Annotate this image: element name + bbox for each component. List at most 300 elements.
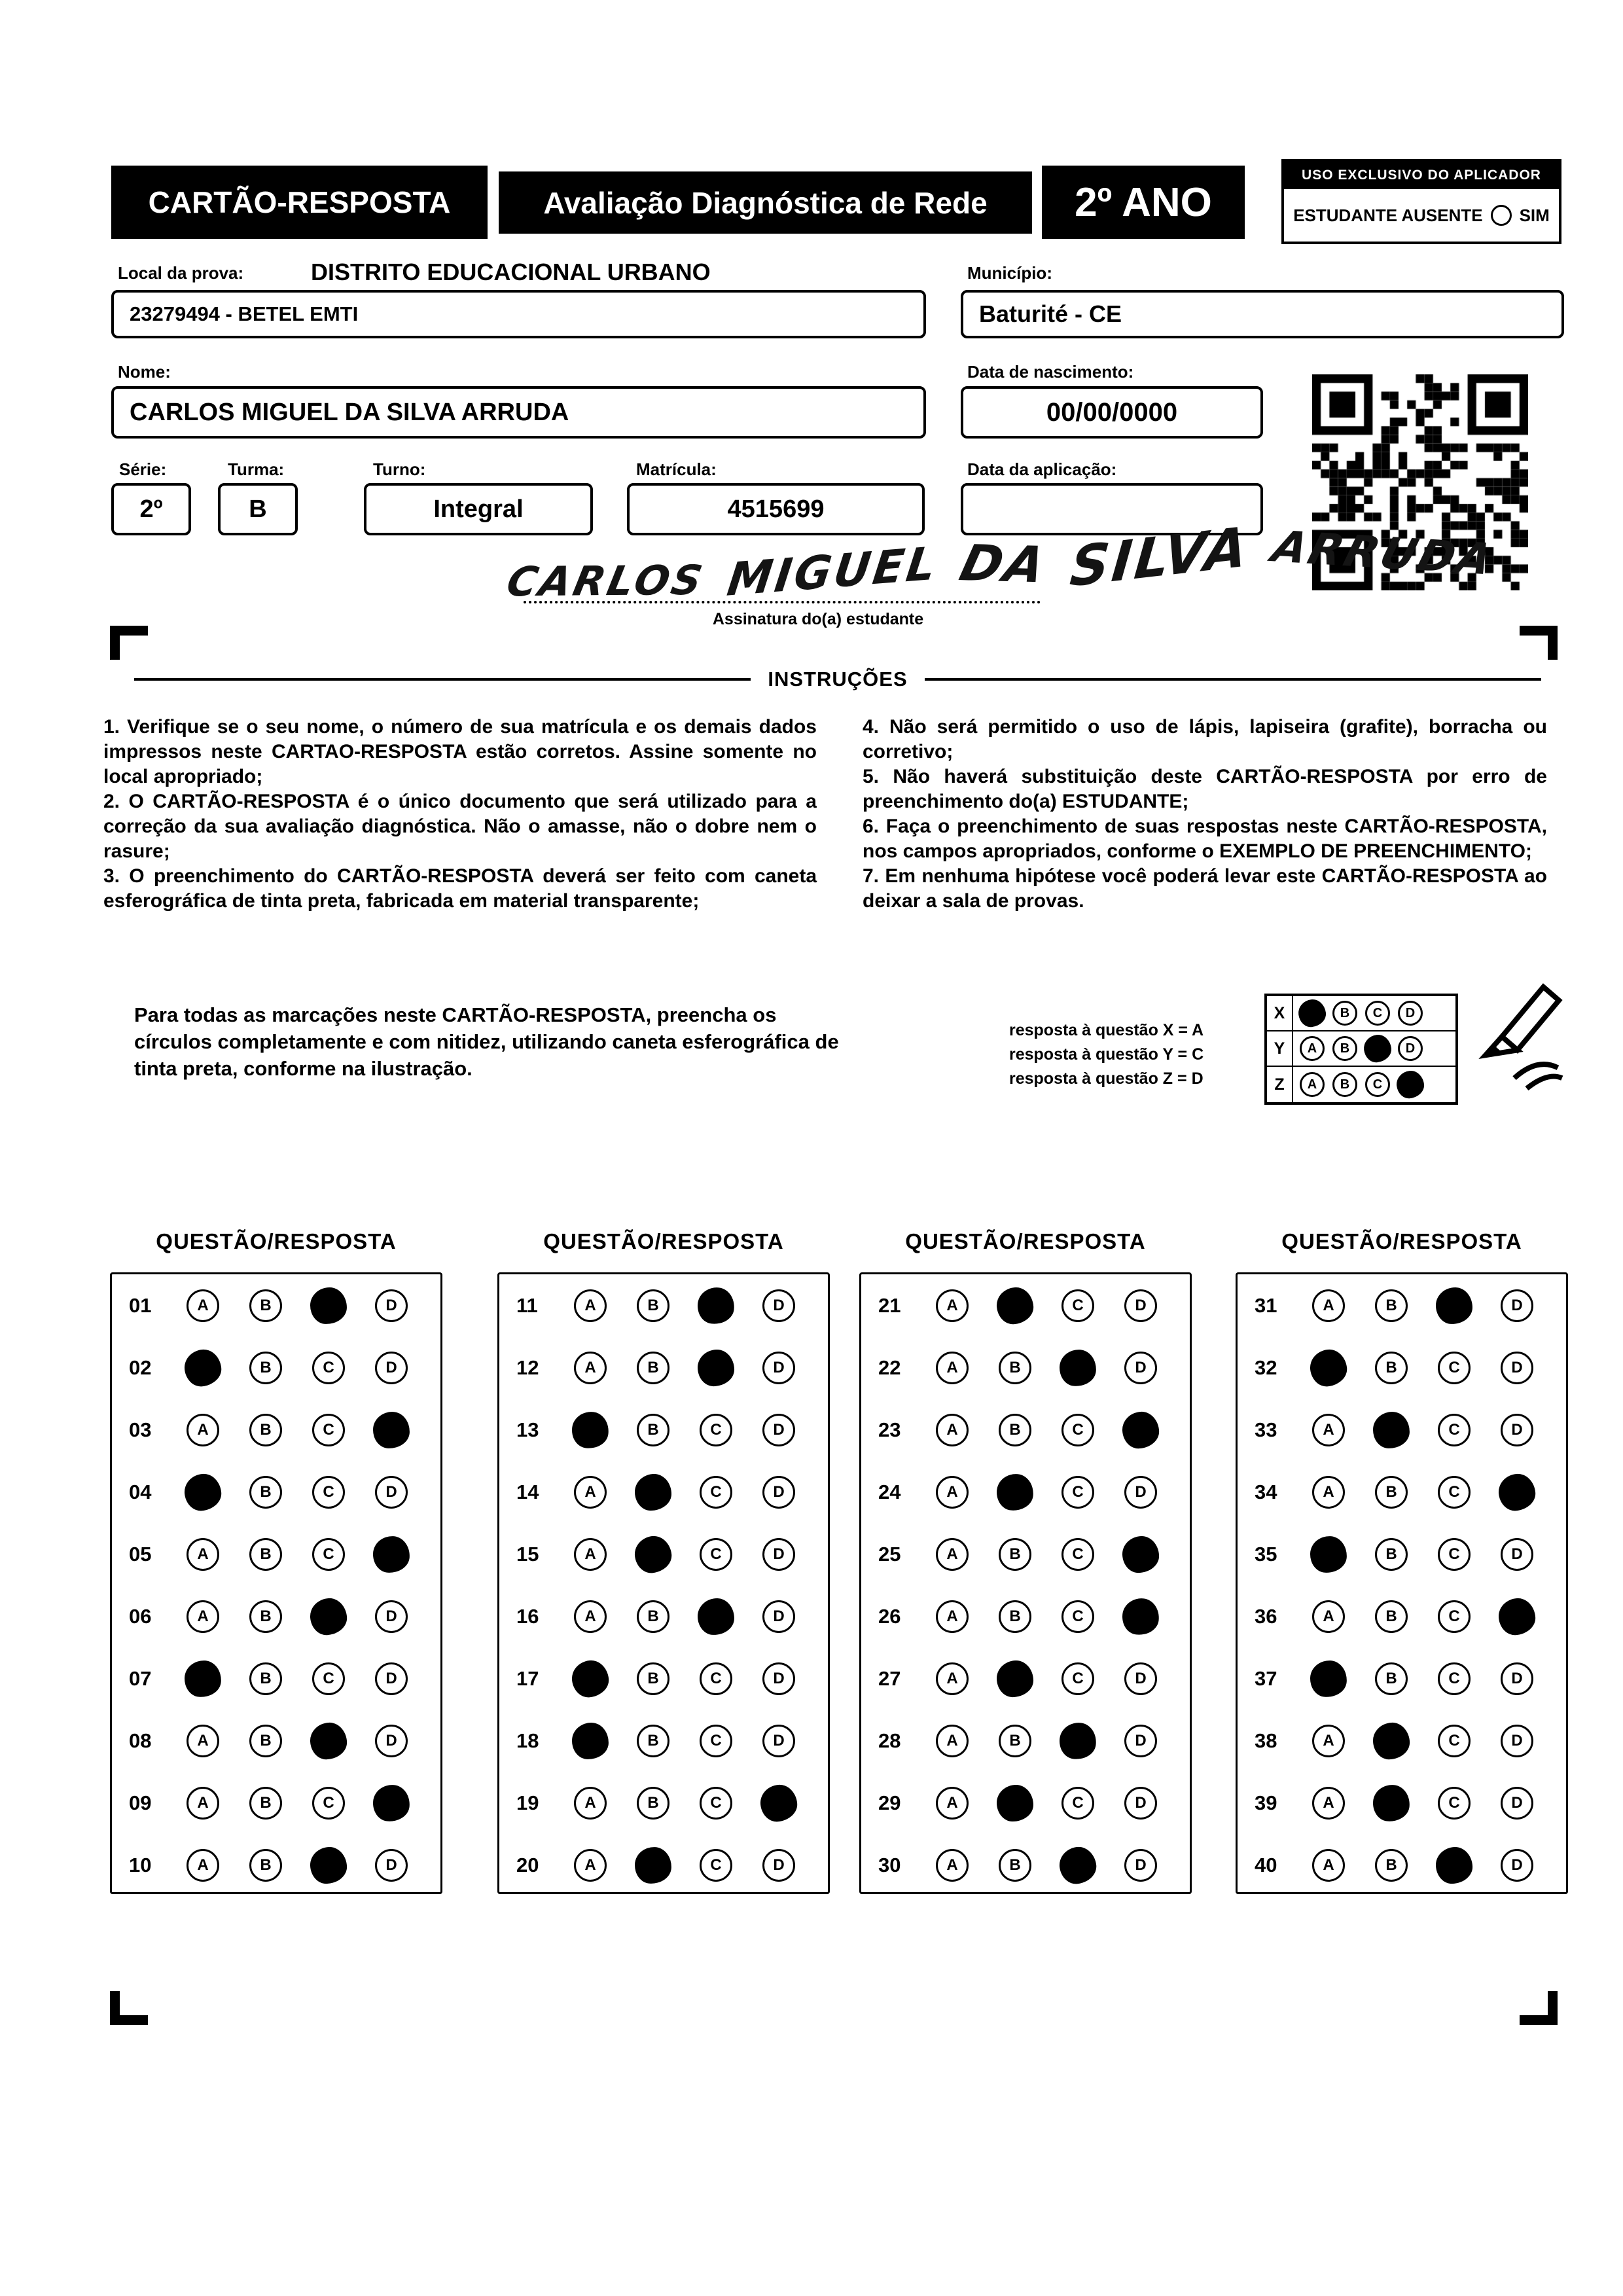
example-bubble-Y-B: B bbox=[1332, 1036, 1357, 1061]
question-row bbox=[1238, 1336, 1566, 1399]
question-number: 17 bbox=[516, 1666, 539, 1690]
example-bubble-Z-A: A bbox=[1300, 1072, 1325, 1097]
instructions-header bbox=[134, 668, 1541, 691]
question-number: 32 bbox=[1255, 1355, 1277, 1379]
bubble-15-D[interactable]: D bbox=[762, 1538, 795, 1571]
bubble-10-C[interactable] bbox=[310, 1846, 348, 1884]
bubble-36-D[interactable] bbox=[1497, 1597, 1537, 1636]
bubble-19-A[interactable]: A bbox=[574, 1787, 607, 1820]
nascimento-field bbox=[961, 386, 1263, 439]
bubble-06-B[interactable]: B bbox=[249, 1600, 282, 1633]
bubble-28-A[interactable]: A bbox=[936, 1725, 969, 1757]
bubble-27-D[interactable]: D bbox=[1124, 1662, 1157, 1695]
example-row-label: Y bbox=[1267, 1031, 1293, 1066]
example-bubble-Z-C: C bbox=[1365, 1072, 1390, 1097]
bubble-09-D[interactable] bbox=[372, 1783, 412, 1823]
bubble-07-D[interactable]: D bbox=[375, 1662, 408, 1695]
bubble-36-C[interactable]: C bbox=[1438, 1600, 1471, 1633]
bubble-22-D[interactable]: D bbox=[1124, 1352, 1157, 1384]
bubble-31-A[interactable]: A bbox=[1312, 1289, 1345, 1322]
bubble-29-C[interactable]: C bbox=[1061, 1787, 1094, 1820]
bubble-32-D[interactable]: D bbox=[1501, 1352, 1533, 1384]
question-number: 14 bbox=[516, 1480, 539, 1503]
bubble-40-A[interactable]: A bbox=[1312, 1849, 1345, 1882]
bubble-14-A[interactable]: A bbox=[574, 1476, 607, 1509]
bubble-38-B[interactable] bbox=[1372, 1721, 1411, 1760]
question-number: 35 bbox=[1255, 1542, 1277, 1566]
matricula-value: 4515699 bbox=[727, 495, 825, 523]
bubble-19-D[interactable] bbox=[759, 1783, 799, 1823]
registration-mark-bottom-left bbox=[110, 1991, 148, 2025]
marking-note: Para todas as marcações neste CARTÃO-RESPOSTA, preencha os círculos completamente e com nitidez, utilizando caneta esferográfica de tinta preta, conforme na ilustração. bbox=[134, 1003, 839, 1080]
nome-field bbox=[111, 386, 926, 439]
example-caption: resposta à questão Z = D bbox=[1009, 1069, 1204, 1088]
bubble-02-B[interactable]: B bbox=[249, 1352, 282, 1384]
instructions-rule-left bbox=[134, 678, 751, 681]
question-number: 12 bbox=[516, 1355, 539, 1379]
question-row bbox=[1238, 1461, 1566, 1523]
pen-icon bbox=[1440, 977, 1564, 1101]
bubble-22-A[interactable]: A bbox=[936, 1352, 969, 1384]
example-row bbox=[1267, 1067, 1455, 1102]
bubble-04-A[interactable] bbox=[183, 1472, 223, 1512]
bubble-17-A[interactable] bbox=[570, 1659, 611, 1699]
bubble-34-D[interactable] bbox=[1497, 1472, 1537, 1512]
bubble-06-A[interactable]: A bbox=[187, 1600, 219, 1633]
signature-word: SILVA bbox=[1067, 514, 1253, 600]
bubble-31-B[interactable]: B bbox=[1375, 1289, 1408, 1322]
municipio-value: Baturité - CE bbox=[979, 300, 1122, 327]
bubble-20-D[interactable]: D bbox=[762, 1849, 795, 1882]
question-row bbox=[112, 1274, 440, 1336]
answer-column bbox=[1236, 1229, 1568, 1894]
bubble-33-B[interactable] bbox=[1372, 1411, 1410, 1449]
bubble-05-D[interactable] bbox=[372, 1535, 411, 1573]
instruction-item: 7. Em nenhuma hipótese você poderá levar este CARTÃO-RESPOSTA ao deixar a sala de provas. bbox=[863, 865, 1547, 912]
question-row bbox=[1238, 1710, 1566, 1772]
bubble-04-D[interactable]: D bbox=[375, 1476, 408, 1509]
registration-mark-top-left bbox=[110, 626, 148, 660]
question-row bbox=[499, 1461, 828, 1523]
bubble-27-C[interactable]: C bbox=[1061, 1662, 1094, 1695]
serie-field bbox=[111, 483, 191, 535]
question-number: 21 bbox=[878, 1293, 901, 1317]
bubble-30-C[interactable] bbox=[1058, 1844, 1098, 1885]
example-caption: resposta à questão X = A bbox=[1009, 1021, 1204, 1039]
question-row bbox=[499, 1834, 828, 1896]
bubble-17-C[interactable]: C bbox=[700, 1662, 732, 1695]
example-bubble-Z-B: B bbox=[1332, 1072, 1357, 1097]
turno-label: Turno: bbox=[373, 459, 426, 479]
bubble-18-B[interactable]: B bbox=[637, 1725, 669, 1757]
bubble-10-B[interactable]: B bbox=[249, 1849, 282, 1882]
bubble-26-A[interactable]: A bbox=[936, 1600, 969, 1633]
bubble-11-C[interactable] bbox=[696, 1285, 736, 1326]
question-number: 36 bbox=[1255, 1604, 1277, 1628]
question-number: 09 bbox=[129, 1791, 152, 1814]
bubble-12-D[interactable]: D bbox=[762, 1352, 795, 1384]
bubble-07-A[interactable] bbox=[183, 1659, 223, 1698]
bubble-13-B[interactable]: B bbox=[637, 1414, 669, 1446]
registration-mark-top-right bbox=[1520, 626, 1558, 660]
bubble-14-C[interactable]: C bbox=[700, 1476, 732, 1509]
question-row bbox=[499, 1585, 828, 1647]
question-number: 07 bbox=[129, 1666, 152, 1690]
bubble-17-D[interactable]: D bbox=[762, 1662, 795, 1695]
bubble-35-D[interactable]: D bbox=[1501, 1538, 1533, 1571]
bubble-01-C[interactable] bbox=[310, 1287, 348, 1324]
question-number: 08 bbox=[129, 1729, 152, 1752]
bubble-07-C[interactable]: C bbox=[312, 1662, 345, 1695]
bubble-21-C[interactable]: C bbox=[1061, 1289, 1094, 1322]
question-row bbox=[499, 1336, 828, 1399]
question-row bbox=[861, 1647, 1190, 1710]
example-bubble-Y-C bbox=[1363, 1033, 1393, 1064]
bubble-26-D[interactable] bbox=[1120, 1596, 1161, 1637]
bubble-28-B[interactable]: B bbox=[999, 1725, 1031, 1757]
municipio-label: Município: bbox=[967, 263, 1052, 283]
bubble-35-A[interactable] bbox=[1310, 1535, 1348, 1573]
bubble-08-C[interactable] bbox=[310, 1721, 348, 1760]
question-row bbox=[1238, 1274, 1566, 1336]
bubble-10-A[interactable]: A bbox=[187, 1849, 219, 1882]
example-captions bbox=[1009, 1018, 1258, 1091]
bubble-23-A[interactable]: A bbox=[936, 1414, 969, 1446]
bubble-33-A[interactable]: A bbox=[1312, 1414, 1345, 1446]
bubble-27-A[interactable]: A bbox=[936, 1662, 969, 1695]
example-bubble-Y-A: A bbox=[1300, 1036, 1325, 1061]
bubble-29-D[interactable]: D bbox=[1124, 1787, 1157, 1820]
applicator-box bbox=[1281, 159, 1561, 244]
nascimento-label: Data de nascimento: bbox=[967, 362, 1134, 382]
turno-field bbox=[364, 483, 593, 535]
answer-column-header: QUESTÃO/RESPOSTA bbox=[1281, 1229, 1522, 1253]
question-number: 30 bbox=[878, 1853, 901, 1876]
bubble-16-A[interactable]: A bbox=[574, 1600, 607, 1633]
question-number: 23 bbox=[878, 1418, 901, 1441]
question-number: 40 bbox=[1255, 1853, 1277, 1876]
bubble-30-D[interactable]: D bbox=[1124, 1849, 1157, 1882]
example-bubble-X-C: C bbox=[1365, 1001, 1390, 1026]
bubble-24-B[interactable] bbox=[995, 1472, 1035, 1512]
assessment-title bbox=[499, 171, 1032, 234]
nascimento-value: 00/00/0000 bbox=[1046, 397, 1178, 427]
bubble-29-A[interactable]: A bbox=[936, 1787, 969, 1820]
bubble-19-B[interactable]: B bbox=[637, 1787, 669, 1820]
bubble-20-A[interactable]: A bbox=[574, 1849, 607, 1882]
bubble-09-B[interactable]: B bbox=[249, 1787, 282, 1820]
signature-label: Assinatura do(a) estudante bbox=[712, 610, 924, 628]
nome-label: Nome: bbox=[118, 362, 171, 382]
instruction-item: 4. Não será permitido o uso de lápis, lapiseira (grafite), borracha ou corretivo; bbox=[863, 716, 1547, 762]
bubble-11-D[interactable]: D bbox=[762, 1289, 795, 1322]
question-number: 22 bbox=[878, 1355, 901, 1379]
bubble-29-B[interactable] bbox=[997, 1785, 1033, 1821]
grade-badge-text: 2º ANO bbox=[1075, 179, 1212, 225]
bubble-02-A[interactable] bbox=[183, 1348, 223, 1388]
question-number: 13 bbox=[516, 1418, 539, 1441]
bubble-37-D[interactable]: D bbox=[1501, 1662, 1533, 1695]
question-row bbox=[861, 1523, 1190, 1585]
bubble-28-C[interactable] bbox=[1058, 1720, 1098, 1761]
bubble-21-D[interactable]: D bbox=[1124, 1289, 1157, 1322]
school-field bbox=[111, 290, 926, 338]
question-row bbox=[1238, 1772, 1566, 1834]
bubble-03-B[interactable]: B bbox=[249, 1414, 282, 1446]
instruction-item: 2. O CARTÃO-RESPOSTA é o único documento que será utilizado para a correção da sua avaliação diagnóstica. Não o amasse, não o dobre nem o rasure; bbox=[103, 791, 817, 862]
bubble-34-A[interactable]: A bbox=[1312, 1476, 1345, 1509]
question-row bbox=[861, 1274, 1190, 1336]
municipio-field bbox=[961, 290, 1564, 338]
bubble-30-A[interactable]: A bbox=[936, 1849, 969, 1882]
bubble-15-C[interactable]: C bbox=[700, 1538, 732, 1571]
bubble-08-A[interactable]: A bbox=[187, 1725, 219, 1757]
bubble-13-A[interactable] bbox=[570, 1409, 611, 1450]
bubble-15-A[interactable]: A bbox=[574, 1538, 607, 1571]
bubble-32-A[interactable] bbox=[1308, 1348, 1349, 1388]
example-bubble-Y-D: D bbox=[1398, 1036, 1423, 1061]
student-absent-circle[interactable] bbox=[1491, 205, 1512, 226]
bubble-40-C[interactable] bbox=[1435, 1846, 1473, 1884]
bubble-22-C[interactable] bbox=[1058, 1348, 1097, 1388]
answer-grid bbox=[1236, 1272, 1568, 1894]
bubble-24-C[interactable]: C bbox=[1061, 1476, 1094, 1509]
bubble-36-A[interactable]: A bbox=[1312, 1600, 1345, 1633]
bubble-09-A[interactable]: A bbox=[187, 1787, 219, 1820]
bubble-32-C[interactable]: C bbox=[1438, 1352, 1471, 1384]
bubble-38-A[interactable]: A bbox=[1312, 1725, 1345, 1757]
question-number: 25 bbox=[878, 1542, 901, 1566]
bubble-09-C[interactable]: C bbox=[312, 1787, 345, 1820]
bubble-14-D[interactable]: D bbox=[762, 1476, 795, 1509]
bubble-05-A[interactable]: A bbox=[187, 1538, 219, 1571]
bubble-33-D[interactable]: D bbox=[1501, 1414, 1533, 1446]
bubble-20-C[interactable]: C bbox=[700, 1849, 732, 1882]
question-number: 01 bbox=[129, 1293, 152, 1317]
bubble-34-C[interactable]: C bbox=[1438, 1476, 1471, 1509]
bubble-31-D[interactable]: D bbox=[1501, 1289, 1533, 1322]
question-number: 24 bbox=[878, 1480, 901, 1503]
sheet-title bbox=[111, 166, 488, 239]
bubble-16-D[interactable]: D bbox=[762, 1600, 795, 1633]
serie-value: 2º bbox=[139, 495, 163, 523]
bubble-01-A[interactable]: A bbox=[187, 1289, 219, 1322]
bubble-40-D[interactable]: D bbox=[1501, 1849, 1533, 1882]
bubble-06-C[interactable] bbox=[309, 1597, 348, 1636]
bubble-08-B[interactable]: B bbox=[249, 1725, 282, 1757]
bubble-12-C[interactable] bbox=[698, 1349, 735, 1386]
bubble-18-C[interactable]: C bbox=[700, 1725, 732, 1757]
example-bubble-X-B: B bbox=[1332, 1001, 1357, 1026]
bubble-26-C[interactable]: C bbox=[1061, 1600, 1094, 1633]
answer-column-header: QUESTÃO/RESPOSTA bbox=[156, 1229, 397, 1253]
bubble-38-C[interactable]: C bbox=[1438, 1725, 1471, 1757]
instruction-item: 1. Verifique se o seu nome, o número de sua matrícula e os demais dados impressos neste CARTAO-RESPOSTA estão corretos. Assine somente no local apropriado; bbox=[103, 716, 817, 787]
bubble-21-A[interactable]: A bbox=[936, 1289, 969, 1322]
instructions-title: INSTRUÇÕES bbox=[768, 668, 908, 691]
example-bubble-X-D: D bbox=[1398, 1001, 1423, 1026]
signature-word: CARLOS bbox=[503, 556, 709, 606]
bubble-24-D[interactable]: D bbox=[1124, 1476, 1157, 1509]
local-label: Local da prova: bbox=[118, 263, 244, 283]
school-value: 23279494 - BETEL EMTI bbox=[130, 302, 359, 325]
instructions-rule-right bbox=[925, 678, 1541, 681]
bubble-25-C[interactable]: C bbox=[1061, 1538, 1094, 1571]
question-number: 26 bbox=[878, 1604, 901, 1628]
question-row bbox=[1238, 1834, 1566, 1896]
bubble-34-B[interactable]: B bbox=[1375, 1476, 1408, 1509]
bubble-11-A[interactable]: A bbox=[574, 1289, 607, 1322]
question-number: 03 bbox=[129, 1418, 152, 1441]
question-number: 33 bbox=[1255, 1418, 1277, 1441]
question-row bbox=[499, 1647, 828, 1710]
bubble-39-A[interactable]: A bbox=[1312, 1787, 1345, 1820]
bubble-02-C[interactable]: C bbox=[312, 1352, 345, 1384]
instructions-right-column bbox=[863, 715, 1547, 914]
bubble-22-B[interactable]: B bbox=[999, 1352, 1031, 1384]
bubble-20-B[interactable] bbox=[634, 1846, 673, 1884]
answer-column bbox=[497, 1229, 830, 1894]
bubble-03-A[interactable]: A bbox=[187, 1414, 219, 1446]
bubble-11-B[interactable]: B bbox=[637, 1289, 669, 1322]
bubble-37-B[interactable]: B bbox=[1375, 1662, 1408, 1695]
bubble-19-C[interactable]: C bbox=[700, 1787, 732, 1820]
bubble-04-C[interactable]: C bbox=[312, 1476, 345, 1509]
bubble-05-C[interactable]: C bbox=[312, 1538, 345, 1571]
bubble-38-D[interactable]: D bbox=[1501, 1725, 1533, 1757]
question-row bbox=[112, 1336, 440, 1399]
bubble-13-D[interactable]: D bbox=[762, 1414, 795, 1446]
bubble-37-A[interactable] bbox=[1309, 1659, 1348, 1698]
bubble-37-C[interactable]: C bbox=[1438, 1662, 1471, 1695]
bubble-36-B[interactable]: B bbox=[1375, 1600, 1408, 1633]
question-number: 15 bbox=[516, 1542, 539, 1566]
question-row bbox=[1238, 1585, 1566, 1647]
bubble-15-B[interactable] bbox=[633, 1534, 673, 1574]
bubble-23-D[interactable] bbox=[1122, 1410, 1160, 1449]
bubble-03-C[interactable]: C bbox=[312, 1414, 345, 1446]
bubble-39-D[interactable]: D bbox=[1501, 1787, 1533, 1820]
bubble-17-B[interactable]: B bbox=[637, 1662, 669, 1695]
bubble-25-A[interactable]: A bbox=[936, 1538, 969, 1571]
bubble-25-D[interactable] bbox=[1122, 1535, 1160, 1573]
question-number: 04 bbox=[129, 1480, 152, 1503]
example-row-label: X bbox=[1267, 996, 1293, 1030]
question-row bbox=[499, 1399, 828, 1461]
bubble-32-B[interactable]: B bbox=[1375, 1352, 1408, 1384]
bubble-12-B[interactable]: B bbox=[637, 1352, 669, 1384]
question-number: 19 bbox=[516, 1791, 539, 1814]
bubble-04-B[interactable]: B bbox=[249, 1476, 282, 1509]
bubble-39-C[interactable]: C bbox=[1438, 1787, 1471, 1820]
bubble-01-B[interactable]: B bbox=[249, 1289, 282, 1322]
bubble-01-D[interactable]: D bbox=[375, 1289, 408, 1322]
bubble-02-D[interactable]: D bbox=[375, 1352, 408, 1384]
bubble-05-B[interactable]: B bbox=[249, 1538, 282, 1571]
signature-word: MIGUEL bbox=[724, 537, 942, 607]
bubble-18-A[interactable] bbox=[571, 1722, 609, 1760]
matricula-label: Matrícula: bbox=[636, 459, 717, 479]
bubble-16-B[interactable]: B bbox=[637, 1600, 669, 1633]
answer-column bbox=[110, 1229, 442, 1894]
answer-grid bbox=[110, 1272, 442, 1894]
turno-value: Integral bbox=[433, 495, 524, 523]
signature-word: ARRUDA bbox=[1266, 521, 1501, 585]
example-caption: resposta à questão Y = C bbox=[1009, 1045, 1204, 1064]
student-absent-option: SIM bbox=[1519, 205, 1550, 225]
instruction-item: 3. O preenchimento do CARTÃO-RESPOSTA deverá ser feito com caneta esferográfica de tinta preta, fabricada em material transparente; bbox=[103, 865, 817, 912]
question-row bbox=[1238, 1399, 1566, 1461]
example-bubble-X-A bbox=[1297, 998, 1328, 1029]
bubble-33-C[interactable]: C bbox=[1438, 1414, 1471, 1446]
bubble-23-B[interactable]: B bbox=[999, 1414, 1031, 1446]
aplicacao-label: Data da aplicação: bbox=[967, 459, 1117, 479]
question-row bbox=[861, 1834, 1190, 1896]
bubble-10-D[interactable]: D bbox=[375, 1849, 408, 1882]
question-row bbox=[499, 1523, 828, 1585]
bubble-35-B[interactable]: B bbox=[1375, 1538, 1408, 1571]
question-number: 39 bbox=[1255, 1791, 1277, 1814]
bubble-21-B[interactable] bbox=[995, 1286, 1035, 1325]
bubble-25-B[interactable]: B bbox=[999, 1538, 1031, 1571]
bubble-23-C[interactable]: C bbox=[1061, 1414, 1094, 1446]
question-row bbox=[499, 1710, 828, 1772]
bubble-13-C[interactable]: C bbox=[700, 1414, 732, 1446]
bubble-14-B[interactable] bbox=[635, 1474, 671, 1511]
bubble-03-D[interactable] bbox=[372, 1411, 410, 1449]
bubble-26-B[interactable]: B bbox=[999, 1600, 1031, 1633]
question-row bbox=[112, 1772, 440, 1834]
question-row bbox=[861, 1772, 1190, 1834]
bubble-07-B[interactable]: B bbox=[249, 1662, 282, 1695]
example-row bbox=[1267, 996, 1455, 1031]
question-row bbox=[861, 1461, 1190, 1523]
question-number: 29 bbox=[878, 1791, 901, 1814]
bubble-35-C[interactable]: C bbox=[1438, 1538, 1471, 1571]
bubble-16-C[interactable] bbox=[698, 1598, 735, 1635]
example-row bbox=[1267, 1031, 1455, 1067]
question-row bbox=[112, 1585, 440, 1647]
bubble-06-D[interactable]: D bbox=[375, 1600, 408, 1633]
matricula-field bbox=[627, 483, 925, 535]
bubble-39-B[interactable] bbox=[1372, 1783, 1412, 1823]
bubble-40-B[interactable]: B bbox=[1375, 1849, 1408, 1882]
nome-value: CARLOS MIGUEL DA SILVA ARRUDA bbox=[130, 398, 569, 426]
question-number: 18 bbox=[516, 1729, 539, 1752]
question-row bbox=[861, 1399, 1190, 1461]
bubble-08-D[interactable]: D bbox=[375, 1725, 408, 1757]
answer-column bbox=[859, 1229, 1192, 1894]
bubble-18-D[interactable]: D bbox=[762, 1725, 795, 1757]
question-number: 16 bbox=[516, 1604, 539, 1628]
bubble-30-B[interactable]: B bbox=[999, 1849, 1031, 1882]
question-number: 34 bbox=[1255, 1480, 1277, 1503]
bubble-28-D[interactable]: D bbox=[1124, 1725, 1157, 1757]
question-row bbox=[112, 1834, 440, 1896]
bubble-31-C[interactable] bbox=[1436, 1287, 1473, 1324]
question-number: 20 bbox=[516, 1853, 539, 1876]
question-number: 10 bbox=[129, 1853, 152, 1876]
local-value: DISTRITO EDUCACIONAL URBANO bbox=[311, 259, 711, 285]
question-number: 28 bbox=[878, 1729, 901, 1752]
sheet-title-text: CARTÃO-RESPOSTA bbox=[148, 185, 451, 219]
question-row bbox=[861, 1585, 1190, 1647]
bubble-27-B[interactable] bbox=[997, 1660, 1034, 1697]
bubble-24-A[interactable]: A bbox=[936, 1476, 969, 1509]
turma-label: Turma: bbox=[228, 459, 285, 479]
bubble-12-A[interactable]: A bbox=[574, 1352, 607, 1384]
question-row bbox=[499, 1274, 828, 1336]
